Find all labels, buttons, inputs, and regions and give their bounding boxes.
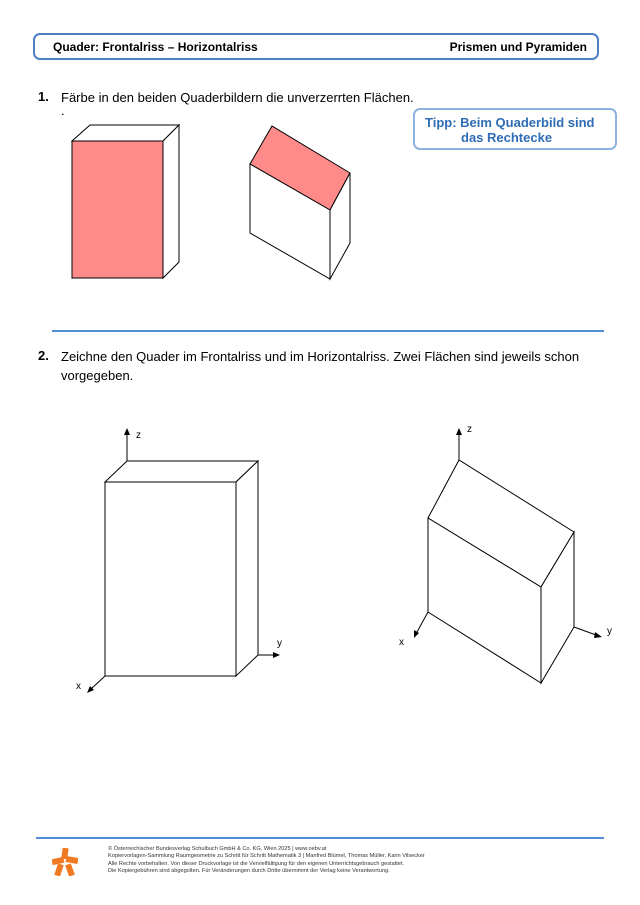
y-axis-arrow-right — [594, 632, 602, 638]
x-axis-left — [91, 676, 105, 689]
footer-line: Die Kopiergebühren sind abgegolten. Für Veränderungen durch Dritte übernimmt der Verlag keine Verantwortung. — [108, 868, 390, 875]
worksheet-title: Quader: Frontalriss – Horizontalriss — [53, 40, 258, 54]
tip-line-1: Tipp: Beim Quaderbild sind — [425, 115, 595, 130]
x-label-right: x — [399, 637, 404, 648]
cuboid-c-top-face — [105, 461, 258, 482]
cuboid-c-front-face — [105, 482, 236, 676]
footer-line: Alle Rechte vorbehalten. Von dieser Druckvorlage ist die Vervielfältigung für den eigenen Unterrichtsgebrauch gestattet. — [108, 860, 405, 867]
x-label-left: x — [76, 681, 81, 692]
footer-line: © Österreichischer Bundesverlag Schulbuch GmbH & Co. KG, Wien 2025 | www.oebv.at — [108, 846, 327, 852]
footer-copyright — [108, 846, 578, 876]
task-2-frontal-figure — [87, 428, 280, 693]
footer-line: Kopiervorlagen-Sammlung Raumgeometrie zu Schritt für Schritt Mathematik 3 | Manfred Blümel, Thomas Müller, Karin Vilsecker — [108, 853, 425, 860]
z-axis-arrow-right — [456, 428, 462, 435]
y-label-right: y — [607, 626, 612, 637]
task-1-number: 1. — [38, 89, 49, 104]
footer-divider — [36, 837, 604, 839]
cuboid-c-side-face — [236, 461, 258, 676]
x-axis-arrow-right — [414, 630, 419, 638]
cuboid-frontal-view — [72, 125, 179, 278]
z-axis-arrow-left — [124, 428, 130, 435]
cuboid-horizontal-view — [250, 126, 350, 279]
oebv-logo-icon — [52, 848, 78, 876]
y-axis-arrow-left — [273, 652, 280, 658]
z-label-left: z — [136, 430, 141, 441]
task-2-number: 2. — [38, 348, 49, 363]
task-2-horizontal-figure — [414, 428, 602, 683]
y-label-left: y — [277, 638, 282, 649]
cuboid-a-side-face — [163, 125, 179, 278]
tip-line-2: das Rechtecke — [461, 130, 553, 145]
section-divider — [52, 330, 604, 332]
z-label-right: z — [467, 424, 472, 435]
task-1-mark: . — [61, 103, 65, 118]
topic-label: Prismen und Pyramiden — [449, 40, 587, 54]
y-axis-right — [574, 627, 596, 635]
cuboid-a-front-face — [72, 141, 163, 278]
task-2-text: Zeichne den Quader im Frontalriss und im Horizontalriss. Zwei Flächen sind jeweils schon vorgegeben. — [61, 349, 580, 383]
cuboid-a-top-face — [72, 125, 179, 141]
task-1-text: Färbe in den beiden Quaderbildern die unverzerrten Flächen. — [61, 90, 414, 105]
x-axis-right — [417, 612, 428, 632]
